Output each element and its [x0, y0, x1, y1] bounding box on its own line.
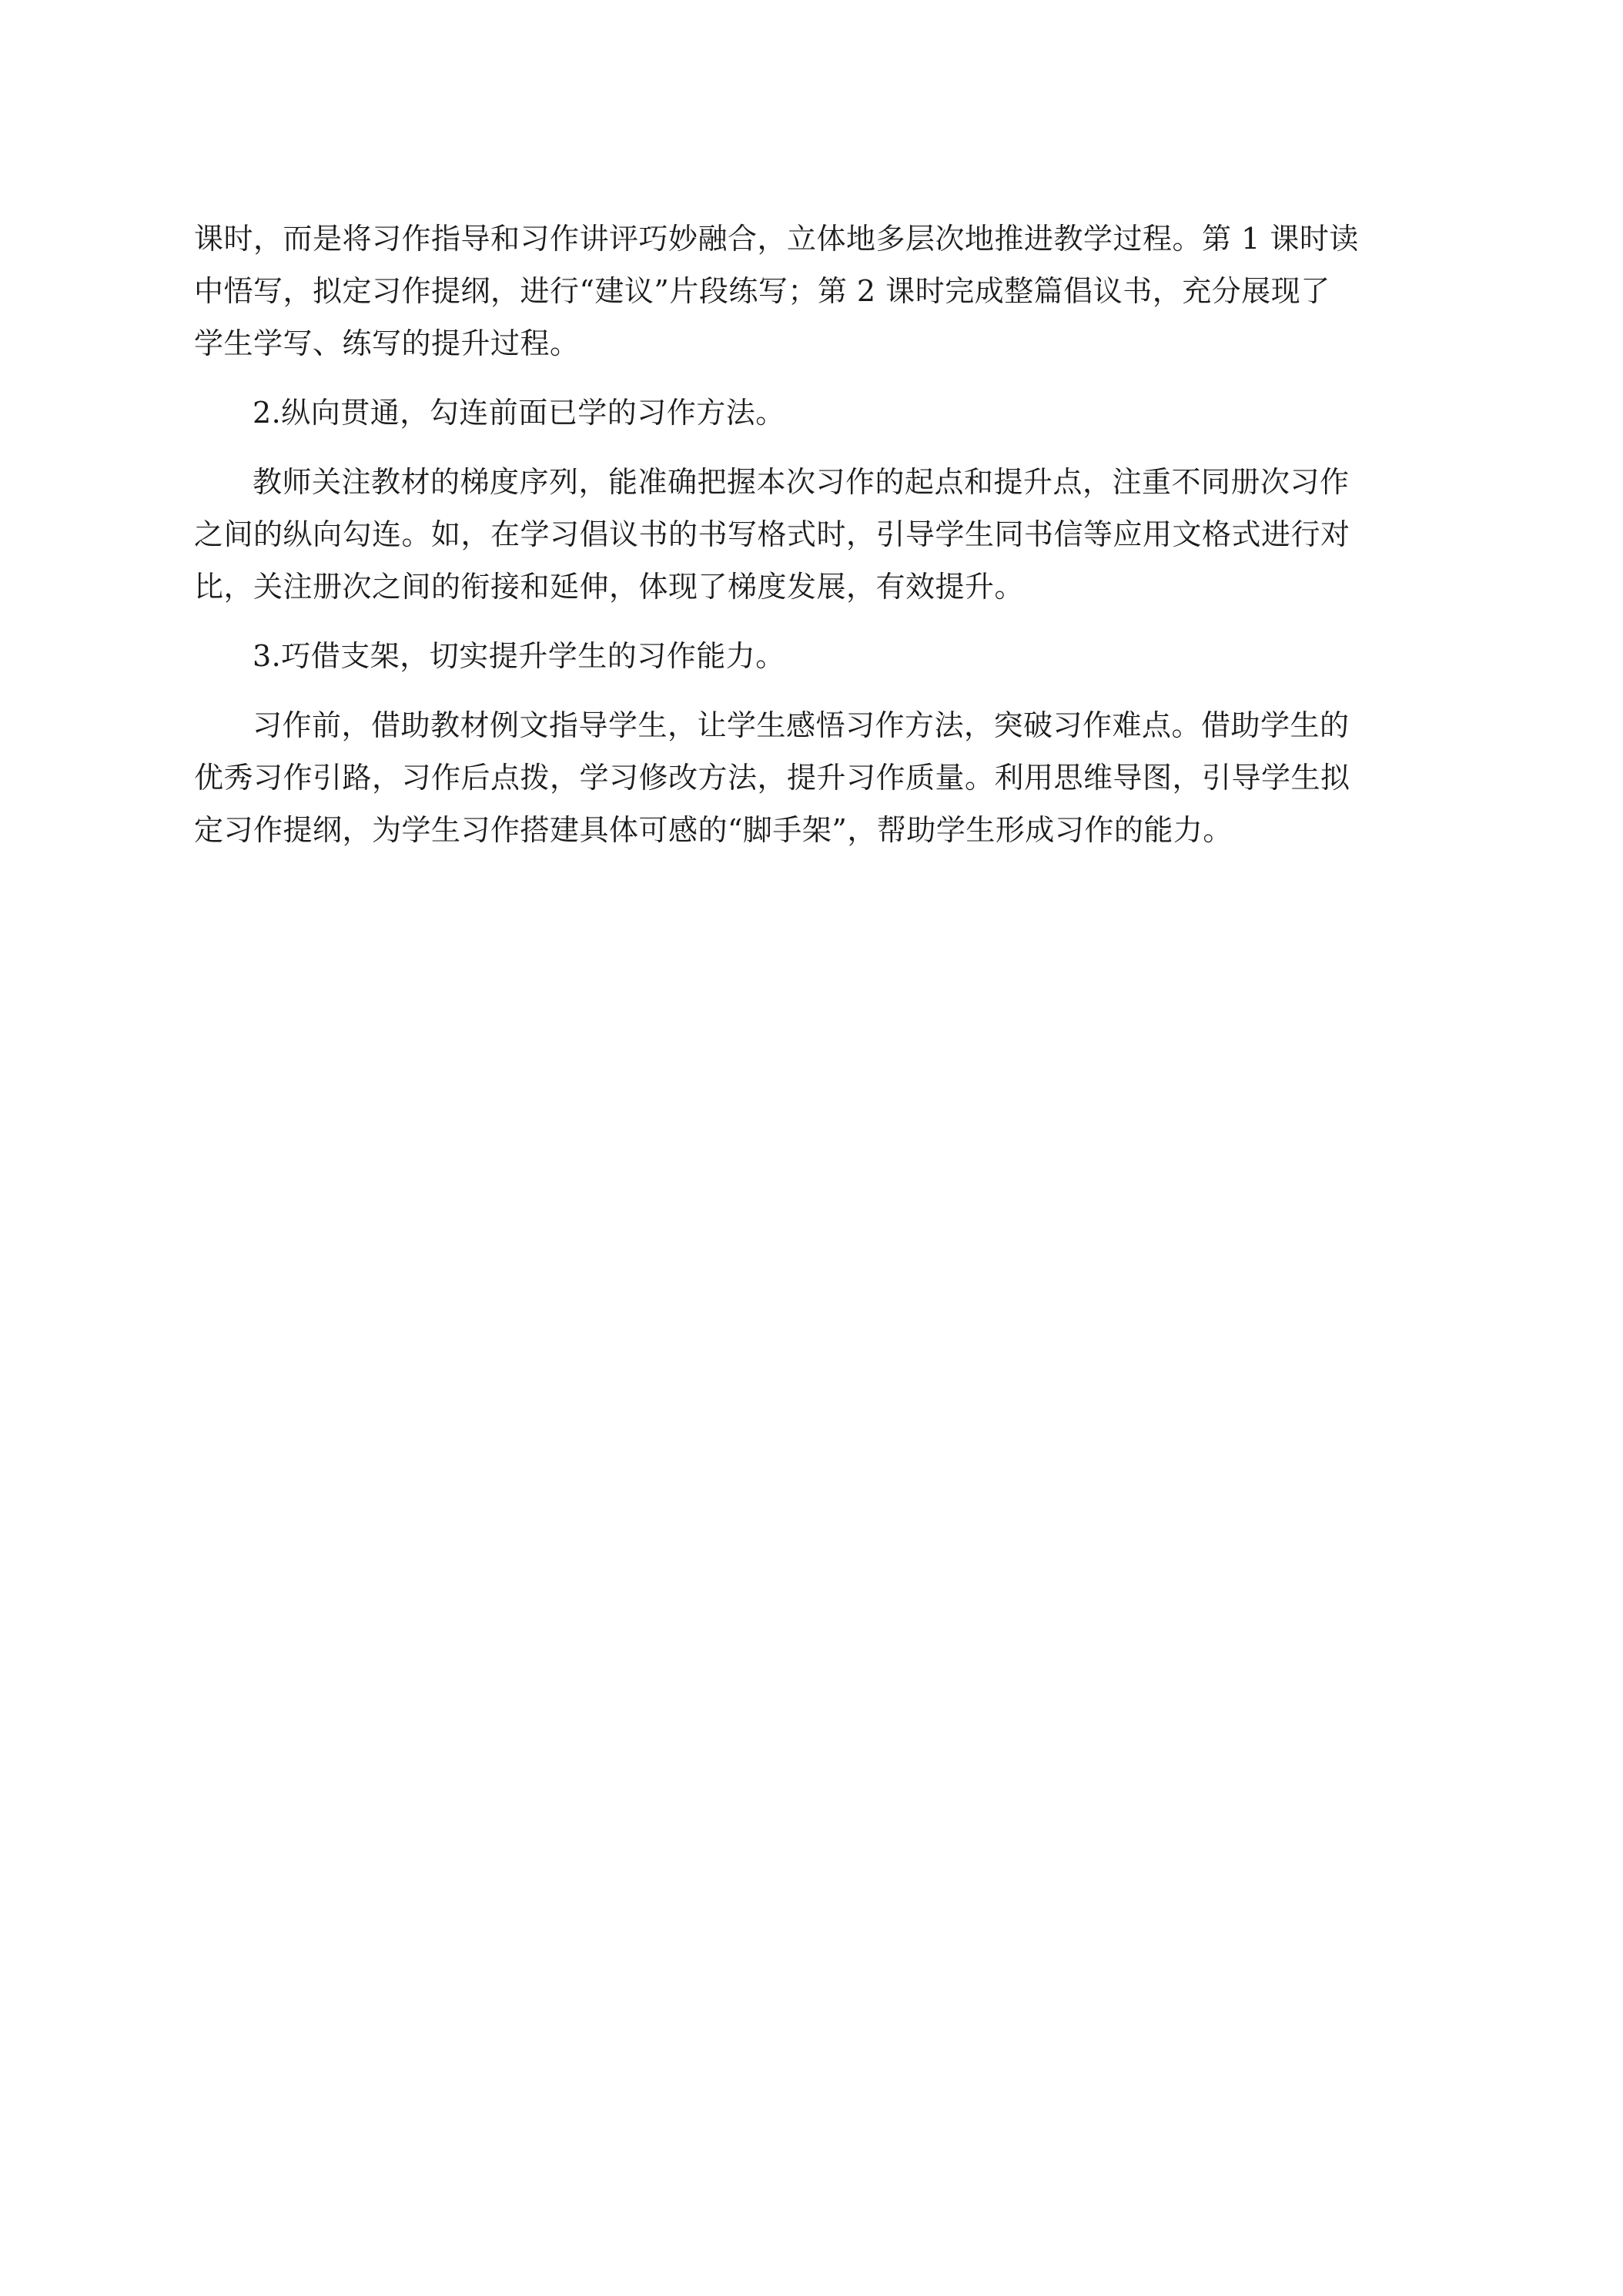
paragraph-scaffolding [194, 699, 1458, 856]
text-line: 比，关注册次之间的衔接和延伸，体现了梯度发展，有效提升。 [194, 570, 1025, 604]
paragraph-vertical-connection [194, 456, 1458, 613]
text-line: 优秀习作引路，习作后点拨，学习修改方法，提升习作质量。利用思维导图，引导学生拟 [194, 761, 1350, 795]
text-line: 之间的纵向勾连。如，在学习倡议书的书写格式时，引导学生同书信等应用文格式进行对 [194, 517, 1350, 551]
heading-line: 2.纵向贯通，勾连前面已学的习作方法。 [253, 396, 785, 430]
text-line: 定习作提纲，为学生习作搭建具体可感的“脚手架”，帮助学生形成习作的能力。 [194, 813, 1233, 847]
document-body [194, 213, 1458, 856]
text-line: 中悟写，拟定习作提纲，进行“建议”片段练写；第 2 课时完成整篇倡议书，充分展现了 [194, 274, 1330, 308]
section-heading-2 [194, 387, 1458, 439]
text-line: 教师关注教材的梯度序列，能准确把握本次习作的起点和提升点，注重不同册次习作 [253, 465, 1350, 499]
text-line: 习作前，借助教材例文指导学生，让学生感悟习作方法，突破习作难点。借助学生的 [253, 708, 1350, 742]
text-line: 学生学写、练写的提升过程。 [194, 326, 580, 360]
section-heading-3 [194, 630, 1458, 682]
text-line: 课时，而是将习作指导和习作讲评巧妙融合，立体地多层次地推进教学过程。第 1 课时读 [194, 222, 1359, 256]
heading-line: 3.巧借支架，切实提升学生的习作能力。 [253, 639, 785, 673]
paragraph-continuation [194, 213, 1458, 370]
